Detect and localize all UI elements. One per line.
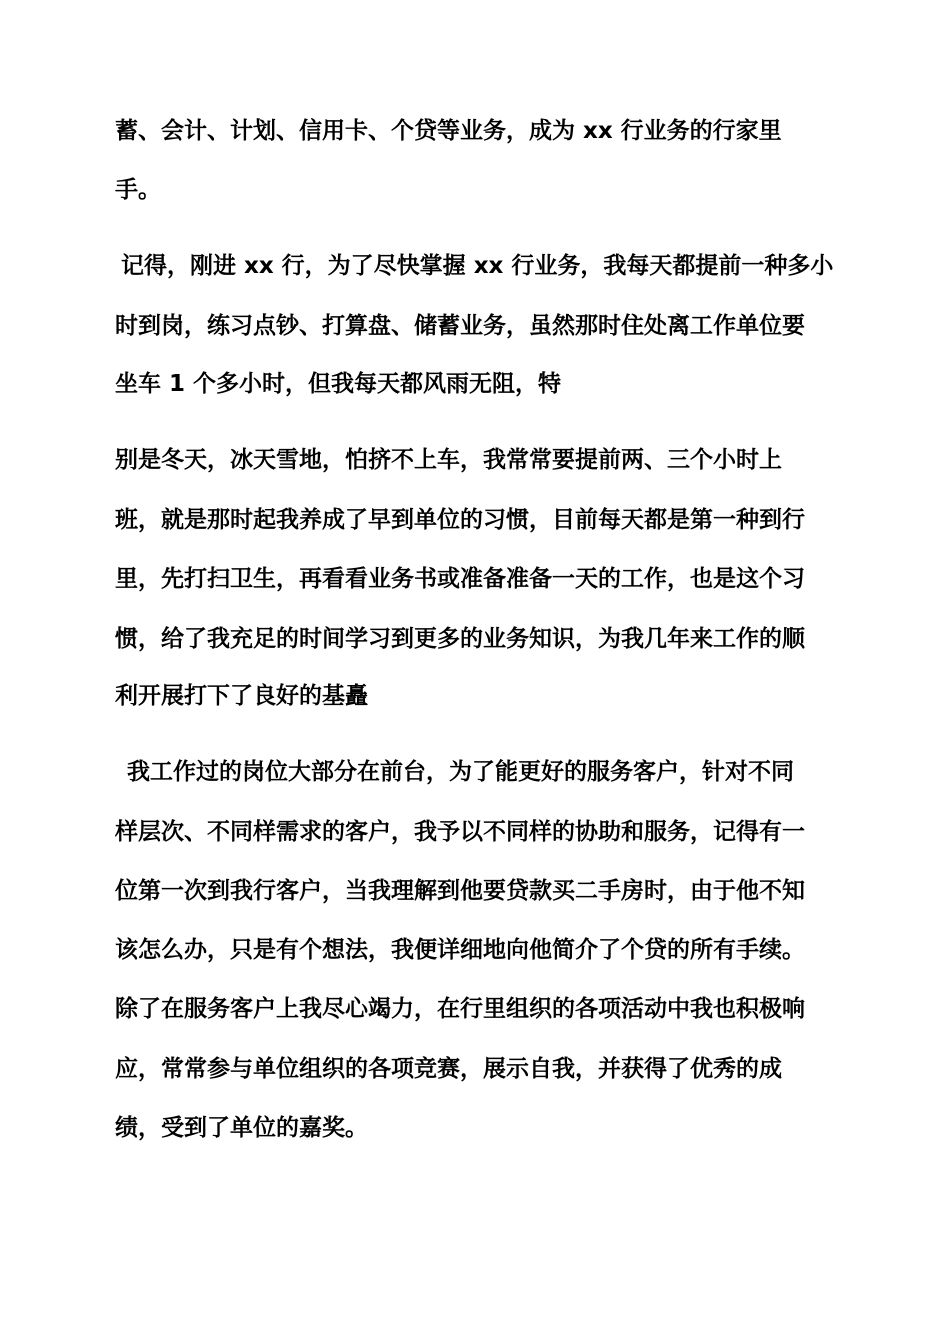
text-line: 坐车 1 个多小时，但我每天都风雨无阻，特 bbox=[115, 371, 562, 397]
text-line: 除了在服务客户上我尽心竭力，在行里组织的各项活动中我也积极响 bbox=[115, 996, 805, 1022]
text-line: 手。 bbox=[115, 177, 161, 203]
text-line: 惯，给了我充足的时间学习到更多的业务知识，为我几年来工作的顺 bbox=[115, 626, 805, 652]
text-line: 该怎么办，只是有个想法，我便详细地向他简介了个贷的所有手续。 bbox=[115, 937, 805, 963]
text-line: 班，就是那时起我养成了早到单位的习惯，目前每天都是第一种到行 bbox=[115, 507, 805, 533]
text-line: 利开展打下了良好的基矗 bbox=[115, 683, 368, 709]
text-line: 样层次、不同样需求的客户，我予以不同样的协助和服务，记得有一 bbox=[115, 819, 805, 845]
text-line: 位第一次到我行客户，当我理解到他要贷款买二手房时，由于他不知 bbox=[115, 878, 805, 904]
text-line: 我工作过的岗位大部分在前台，为了能更好的服务客户，针对不同 bbox=[127, 759, 794, 785]
text-line: 记得，刚进 xx 行，为了尽快掌握 xx 行业务，我每天都提前一种多小 bbox=[121, 253, 834, 279]
text-line: 应，常常参与单位组织的各项竞赛，展示自我，并获得了优秀的成 bbox=[115, 1056, 782, 1082]
text-line: 时到岗，练习点钞、打算盘、储蓄业务，虽然那时住处离工作单位要 bbox=[115, 313, 805, 339]
text-line: 蓄、会计、计划、信用卡、个贷等业务，成为 xx 行业务的行家里 bbox=[115, 118, 782, 144]
text-line: 别是冬天，冰天雪地，怕挤不上车，我常常要提前两、三个小时上 bbox=[115, 447, 782, 473]
text-line: 里，先打扫卫生，再看看业务书或准备准备一天的工作，也是这个习 bbox=[115, 566, 805, 592]
text-line: 绩，受到了单位的嘉奖。 bbox=[115, 1115, 368, 1141]
